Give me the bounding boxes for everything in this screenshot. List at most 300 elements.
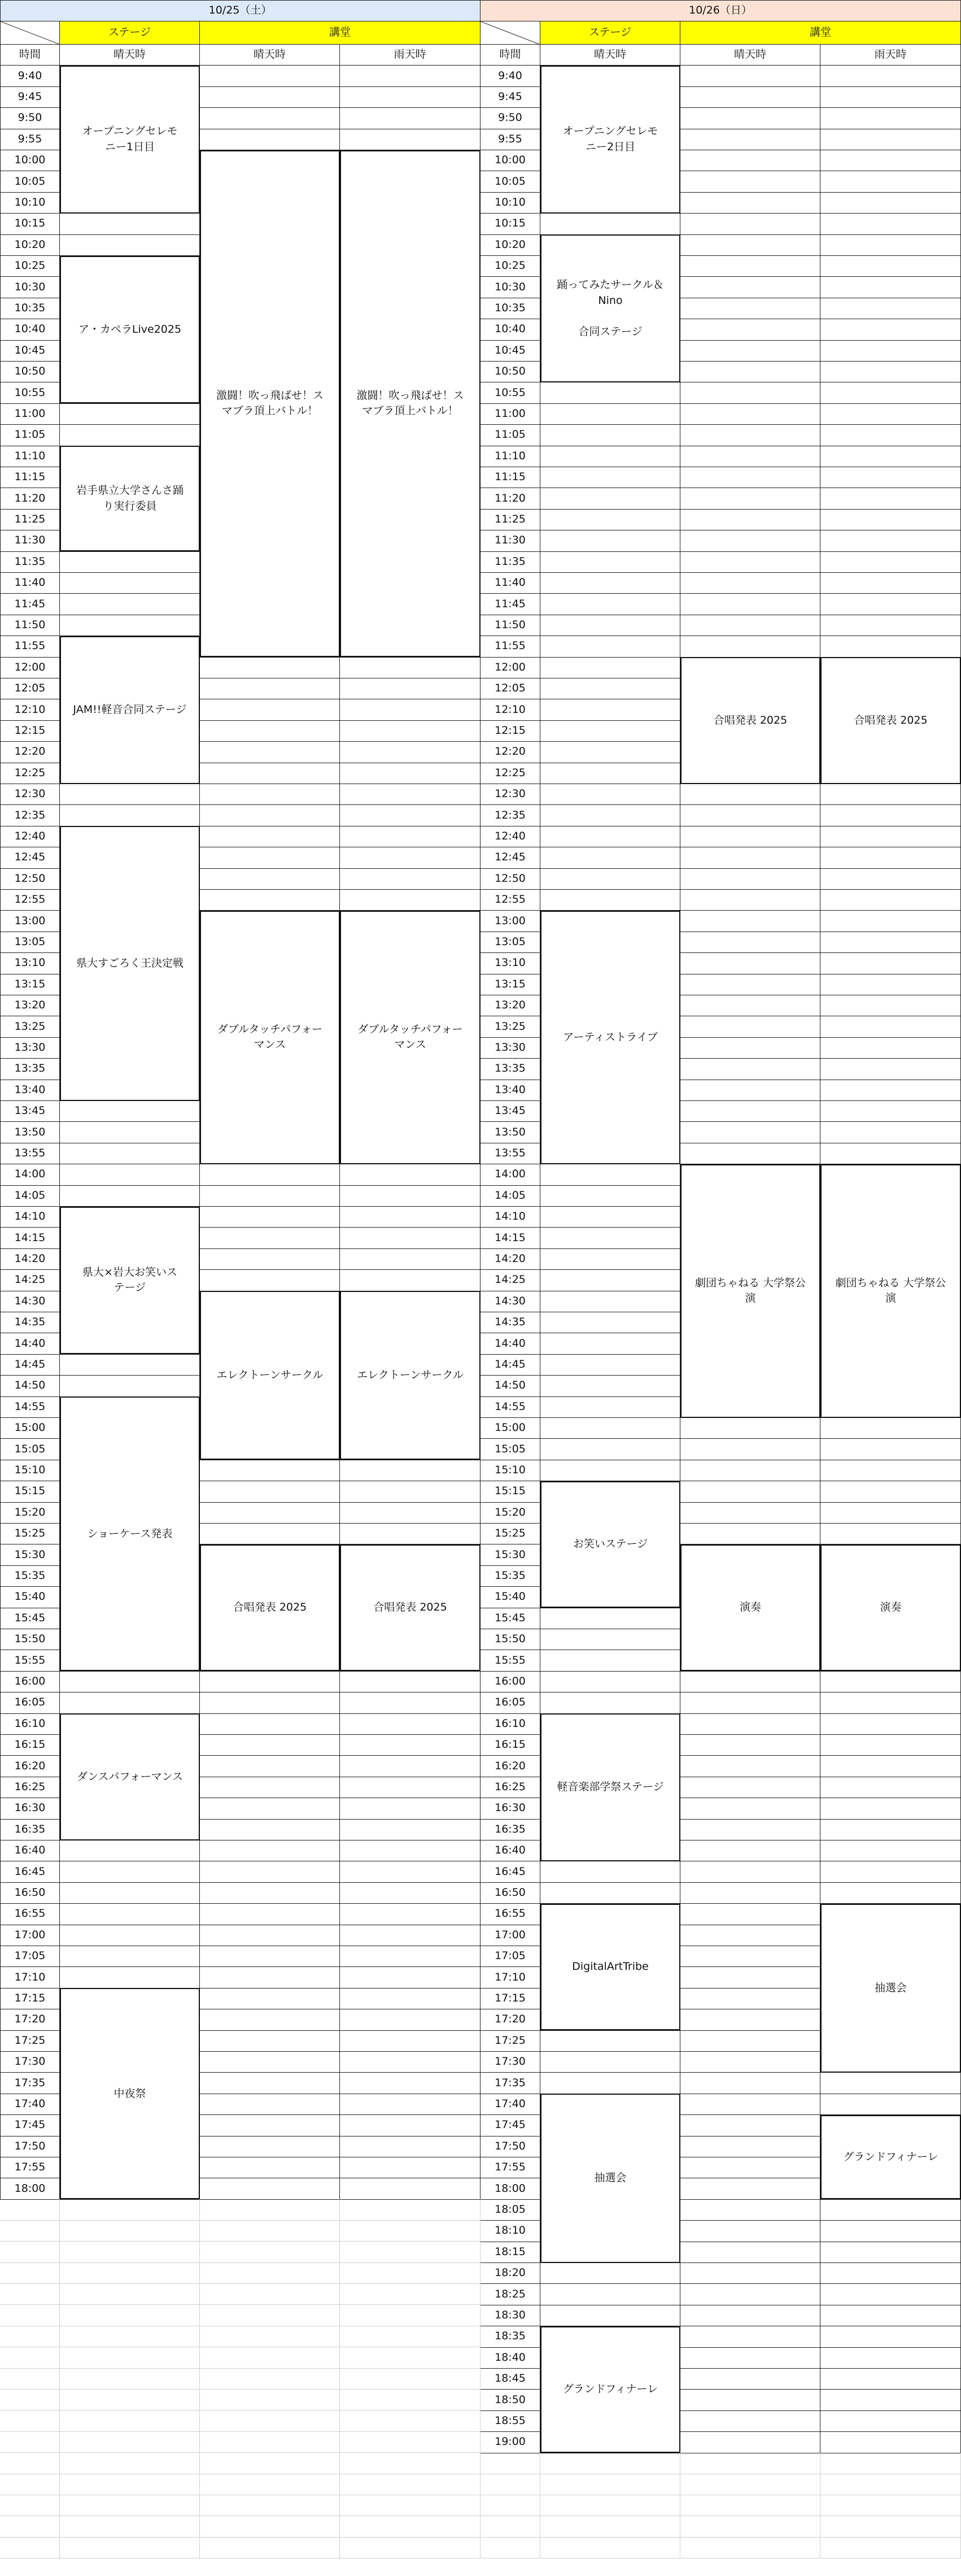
- empty-slot: [340, 1756, 481, 1777]
- empty-slot: [540, 573, 680, 594]
- day2-hall-rain-label: 雨天時: [820, 45, 961, 66]
- time-cell: 15:05: [481, 1439, 540, 1460]
- time-cell: 11:00: [0, 403, 60, 425]
- empty-slot: [60, 1185, 200, 1207]
- empty-slot: [340, 66, 481, 87]
- time-cell: 17:20: [0, 2009, 60, 2031]
- empty-slot: [200, 1713, 340, 1735]
- time-cell: 13:10: [481, 953, 540, 974]
- event-block: オープニングセレモ ニー2日目: [540, 66, 680, 214]
- blank-grid-cell: [200, 2284, 340, 2305]
- blank-grid-cell: [200, 2242, 340, 2262]
- time-cell: 13:25: [0, 1016, 60, 1038]
- empty-slot: [340, 1228, 481, 1249]
- blank-grid-cell: [200, 2474, 340, 2495]
- empty-slot: [680, 150, 820, 172]
- empty-slot: [820, 1502, 961, 1524]
- time-cell: 10:35: [481, 298, 540, 319]
- time-cell: 11:55: [0, 636, 60, 658]
- empty-slot: [200, 2052, 340, 2073]
- day1-hall-header: 講堂: [200, 21, 481, 45]
- empty-slot: [540, 1207, 680, 1228]
- empty-slot: [340, 805, 481, 826]
- event-block: 県大すごろく王決定戦: [60, 826, 200, 1100]
- time-cell: 9:55: [481, 129, 540, 150]
- event-block: 激闘！吹っ飛ばせ！ス マブラ頂上バトル！: [200, 150, 340, 658]
- time-cell: 14:05: [481, 1185, 540, 1207]
- empty-slot: [680, 86, 820, 108]
- time-cell: 12:30: [481, 784, 540, 806]
- event-block: アーティストライブ: [540, 911, 680, 1164]
- blank-grid-cell: [340, 2284, 481, 2305]
- empty-slot: [200, 1164, 340, 1186]
- event-block: ダブルタッチパフォー マンス: [340, 911, 481, 1164]
- empty-slot: [540, 551, 680, 573]
- time-cell: 12:35: [0, 805, 60, 826]
- blank-grid-cell: [340, 2453, 481, 2474]
- blank-grid-cell: [680, 2516, 820, 2537]
- blank-grid-cell: [60, 2453, 200, 2474]
- time-cell: 11:20: [0, 488, 60, 510]
- empty-slot: [820, 2326, 961, 2348]
- time-cell: 13:50: [481, 1122, 540, 1143]
- time-cell: 16:30: [0, 1798, 60, 1820]
- empty-slot: [200, 1819, 340, 1840]
- empty-slot: [200, 2094, 340, 2115]
- time-cell: 12:40: [0, 826, 60, 847]
- event-block: エレクトーンサークル: [200, 1291, 340, 1460]
- time-cell: 15:20: [0, 1502, 60, 1524]
- time-cell: 13:20: [0, 995, 60, 1017]
- time-cell: 16:35: [0, 1819, 60, 1840]
- empty-slot: [60, 1376, 200, 1397]
- time-cell: 18:10: [481, 2221, 540, 2242]
- empty-slot: [60, 1143, 200, 1164]
- time-cell: 17:05: [481, 1946, 540, 1968]
- empty-slot: [680, 1143, 820, 1164]
- empty-slot: [820, 403, 961, 425]
- empty-slot: [200, 699, 340, 721]
- empty-slot: [540, 1248, 680, 1270]
- time-cell: 16:15: [481, 1735, 540, 1756]
- blank-grid-cell: [481, 2474, 540, 2495]
- blank-grid-cell: [200, 2495, 340, 2516]
- time-cell: 11:45: [481, 594, 540, 615]
- empty-slot: [820, 1439, 961, 1460]
- empty-slot: [680, 403, 820, 425]
- time-cell: 14:05: [0, 1185, 60, 1207]
- time-cell: 13:55: [481, 1143, 540, 1164]
- empty-slot: [680, 805, 820, 826]
- time-cell: 12:10: [481, 699, 540, 721]
- time-cell: 16:25: [481, 1777, 540, 1798]
- time-cell: 12:55: [481, 890, 540, 911]
- blank-grid-cell: [340, 2474, 481, 2495]
- time-cell: 18:50: [481, 2390, 540, 2411]
- empty-slot: [680, 847, 820, 869]
- empty-slot: [680, 2390, 820, 2411]
- time-cell: 18:35: [481, 2326, 540, 2348]
- empty-slot: [680, 1481, 820, 1503]
- time-cell: 14:55: [481, 1396, 540, 1418]
- empty-slot: [820, 2073, 961, 2094]
- time-cell: 12:30: [0, 784, 60, 806]
- blank-grid-cell: [0, 2516, 60, 2537]
- blank-grid-cell: [60, 2432, 200, 2453]
- empty-slot: [340, 678, 481, 700]
- empty-slot: [820, 362, 961, 383]
- empty-slot: [540, 742, 680, 763]
- empty-slot: [540, 2073, 680, 2094]
- time-cell: 10:25: [0, 256, 60, 277]
- time-cell: 15:30: [481, 1544, 540, 1566]
- time-cell: 10:15: [0, 214, 60, 235]
- empty-slot: [820, 2094, 961, 2115]
- empty-slot: [820, 214, 961, 235]
- time-cell: 13:50: [0, 1122, 60, 1143]
- empty-slot: [680, 1735, 820, 1756]
- empty-slot: [820, 1080, 961, 1101]
- time-cell: 11:50: [481, 615, 540, 636]
- empty-slot: [200, 1735, 340, 1756]
- time-cell: 11:05: [0, 425, 60, 446]
- empty-slot: [680, 1819, 820, 1840]
- empty-slot: [680, 1502, 820, 1524]
- blank-grid-cell: [60, 2516, 200, 2537]
- empty-slot: [680, 2284, 820, 2305]
- blank-grid-cell: [340, 2369, 481, 2390]
- empty-slot: [340, 1185, 481, 1207]
- empty-slot: [820, 1861, 961, 1883]
- time-cell: 12:05: [0, 678, 60, 700]
- time-cell: 14:35: [0, 1312, 60, 1334]
- empty-slot: [540, 2284, 680, 2305]
- empty-slot: [820, 784, 961, 806]
- empty-slot: [820, 234, 961, 256]
- empty-slot: [680, 2305, 820, 2326]
- empty-slot: [540, 1671, 680, 1692]
- time-cell: 15:45: [481, 1608, 540, 1629]
- empty-slot: [680, 2199, 820, 2221]
- empty-slot: [680, 171, 820, 193]
- empty-slot: [820, 108, 961, 129]
- time-cell: 10:15: [481, 214, 540, 235]
- empty-slot: [680, 530, 820, 552]
- event-block: 抽選会: [820, 1904, 961, 2073]
- time-cell: 16:20: [0, 1756, 60, 1777]
- empty-slot: [60, 573, 200, 594]
- empty-slot: [340, 86, 481, 108]
- blank-grid-cell: [60, 2495, 200, 2516]
- empty-slot: [540, 826, 680, 847]
- empty-slot: [680, 1101, 820, 1122]
- empty-slot: [680, 319, 820, 341]
- empty-slot: [540, 509, 680, 530]
- blank-grid-cell: [60, 2242, 200, 2262]
- empty-slot: [540, 1692, 680, 1714]
- time-cell: 13:00: [481, 911, 540, 932]
- empty-slot: [540, 1460, 680, 1481]
- empty-slot: [200, 1502, 340, 1524]
- time-cell: 16:55: [481, 1904, 540, 1925]
- event-block: 合唱発表 2025: [200, 1544, 340, 1671]
- empty-slot: [540, 847, 680, 869]
- empty-slot: [340, 784, 481, 806]
- empty-slot: [200, 826, 340, 847]
- time-cell: 15:15: [0, 1481, 60, 1503]
- event-block: 合唱発表 2025: [820, 657, 961, 784]
- time-cell: 16:25: [0, 1777, 60, 1798]
- time-cell: 11:35: [0, 551, 60, 573]
- empty-slot: [340, 1819, 481, 1840]
- empty-slot: [680, 2157, 820, 2179]
- empty-slot: [200, 2009, 340, 2031]
- time-cell: 17:15: [481, 1988, 540, 2009]
- blank-grid-cell: [0, 2538, 60, 2558]
- day1-date-header: 10/25（土）: [0, 0, 481, 21]
- time-cell: 10:45: [0, 340, 60, 362]
- day1-stage-header: ステージ: [60, 21, 200, 45]
- empty-slot: [540, 1291, 680, 1312]
- empty-slot: [200, 1481, 340, 1503]
- day2-stage-header: ステージ: [540, 21, 680, 45]
- time-cell: 14:15: [481, 1228, 540, 1249]
- blank-grid-cell: [200, 2453, 340, 2474]
- empty-slot: [820, 1798, 961, 1820]
- time-cell: 17:55: [481, 2157, 540, 2179]
- empty-slot: [680, 2073, 820, 2094]
- empty-slot: [540, 1312, 680, 1334]
- blank-grid-cell: [481, 2495, 540, 2516]
- empty-slot: [200, 1671, 340, 1692]
- empty-slot: [820, 2305, 961, 2326]
- empty-slot: [540, 784, 680, 806]
- empty-slot: [540, 1861, 680, 1883]
- empty-slot: [340, 699, 481, 721]
- time-cell: 12:15: [0, 720, 60, 742]
- time-cell: 16:45: [0, 1861, 60, 1883]
- empty-slot: [200, 1861, 340, 1883]
- empty-slot: [820, 2390, 961, 2411]
- empty-slot: [200, 1692, 340, 1714]
- time-cell: 12:55: [0, 890, 60, 911]
- blank-grid-cell: [820, 2474, 961, 2495]
- blank-grid-cell: [340, 2326, 481, 2347]
- empty-slot: [680, 911, 820, 932]
- empty-slot: [200, 1777, 340, 1798]
- blank-grid-cell: [0, 2495, 60, 2516]
- empty-slot: [200, 1756, 340, 1777]
- time-cell: 15:00: [481, 1418, 540, 1439]
- blank-grid-cell: [0, 2432, 60, 2453]
- empty-slot: [540, 594, 680, 615]
- blank-grid-cell: [60, 2221, 200, 2242]
- empty-slot: [680, 108, 820, 129]
- time-cell: 11:25: [0, 509, 60, 530]
- empty-slot: [540, 1228, 680, 1249]
- empty-slot: [820, 1122, 961, 1143]
- empty-slot: [540, 1164, 680, 1186]
- empty-slot: [680, 868, 820, 890]
- empty-slot: [680, 2115, 820, 2136]
- empty-slot: [820, 488, 961, 510]
- empty-slot: [680, 932, 820, 953]
- empty-slot: [200, 805, 340, 826]
- empty-slot: [820, 826, 961, 847]
- blank-grid-cell: [0, 2284, 60, 2305]
- empty-slot: [340, 1671, 481, 1692]
- day1-hall-rain-label: 雨天時: [340, 45, 481, 66]
- empty-slot: [200, 1524, 340, 1545]
- empty-slot: [680, 1946, 820, 1968]
- event-block: 県大×岩大お笑いス テージ: [60, 1207, 200, 1355]
- time-cell: 10:10: [481, 192, 540, 214]
- empty-slot: [820, 847, 961, 869]
- time-cell: 17:20: [481, 2009, 540, 2031]
- empty-slot: [680, 2242, 820, 2263]
- empty-slot: [680, 784, 820, 806]
- time-cell: 17:15: [0, 1988, 60, 2009]
- empty-slot: [820, 1713, 961, 1735]
- empty-slot: [200, 678, 340, 700]
- blank-grid-cell: [200, 2347, 340, 2368]
- time-cell: 15:35: [481, 1565, 540, 1587]
- empty-slot: [200, 2030, 340, 2052]
- empty-slot: [820, 2284, 961, 2305]
- empty-slot: [340, 1861, 481, 1883]
- empty-slot: [340, 1798, 481, 1820]
- empty-slot: [820, 1016, 961, 1038]
- empty-slot: [820, 1460, 961, 1481]
- blank-grid-cell: [340, 2263, 481, 2284]
- empty-slot: [680, 2432, 820, 2453]
- empty-slot: [820, 805, 961, 826]
- time-cell: 11:55: [481, 636, 540, 658]
- empty-slot: [60, 1671, 200, 1692]
- time-cell: 14:55: [0, 1396, 60, 1418]
- empty-slot: [540, 805, 680, 826]
- time-cell: 12:20: [0, 742, 60, 763]
- empty-slot: [680, 1904, 820, 1925]
- time-cell: 17:10: [481, 1967, 540, 1988]
- blank-grid-cell: [0, 2242, 60, 2262]
- empty-slot: [680, 234, 820, 256]
- time-cell: 17:25: [481, 2030, 540, 2052]
- empty-slot: [820, 1840, 961, 1862]
- empty-slot: [540, 2052, 680, 2073]
- empty-slot: [540, 657, 680, 678]
- time-cell: 15:40: [0, 1587, 60, 1608]
- blank-grid-cell: [200, 2199, 340, 2220]
- time-cell: 14:40: [0, 1333, 60, 1355]
- empty-slot: [680, 551, 820, 573]
- blank-grid-cell: [200, 2410, 340, 2431]
- empty-slot: [680, 2094, 820, 2115]
- blank-grid-cell: [680, 2495, 820, 2516]
- empty-slot: [820, 1671, 961, 1692]
- time-cell: 13:30: [0, 1037, 60, 1059]
- empty-slot: [540, 1629, 680, 1651]
- empty-slot: [680, 573, 820, 594]
- blank-grid-cell: [340, 2516, 481, 2537]
- time-cell: 10:10: [0, 192, 60, 214]
- time-cell: 17:55: [0, 2157, 60, 2179]
- time-cell: 12:45: [0, 847, 60, 869]
- blank-grid-cell: [540, 2516, 680, 2537]
- blank-grid-cell: [200, 2221, 340, 2242]
- empty-slot: [340, 1925, 481, 1946]
- time-cell: 10:50: [0, 362, 60, 383]
- empty-slot: [540, 890, 680, 911]
- time-cell: 12:00: [0, 657, 60, 678]
- blank-grid-cell: [200, 2326, 340, 2347]
- empty-slot: [680, 1798, 820, 1820]
- day2-stage-fair-label: 晴天時: [540, 45, 680, 66]
- empty-slot: [820, 1756, 961, 1777]
- time-cell: 13:15: [0, 974, 60, 995]
- empty-slot: [340, 868, 481, 890]
- time-cell: 17:50: [0, 2136, 60, 2157]
- event-block: 抽選会: [540, 2094, 680, 2262]
- time-cell: 17:05: [0, 1946, 60, 1968]
- empty-slot: [680, 1037, 820, 1059]
- empty-slot: [540, 615, 680, 636]
- empty-slot: [200, 1904, 340, 1925]
- time-cell: 12:45: [481, 847, 540, 869]
- time-cell: 13:05: [481, 932, 540, 953]
- empty-slot: [340, 1481, 481, 1503]
- empty-slot: [200, 1270, 340, 1291]
- empty-slot: [820, 2369, 961, 2390]
- time-cell: 17:45: [481, 2115, 540, 2136]
- empty-slot: [820, 530, 961, 552]
- empty-slot: [680, 2136, 820, 2157]
- time-cell: 15:25: [0, 1524, 60, 1545]
- empty-slot: [680, 1418, 820, 1439]
- blank-grid-cell: [820, 2453, 961, 2474]
- time-cell: 18:30: [481, 2305, 540, 2326]
- event-block: 軽音楽部学祭ステージ: [540, 1713, 680, 1861]
- empty-slot: [200, 1988, 340, 2009]
- empty-slot: [680, 1756, 820, 1777]
- empty-slot: [340, 1207, 481, 1228]
- empty-slot: [200, 890, 340, 911]
- empty-slot: [340, 2136, 481, 2157]
- empty-slot: [540, 1418, 680, 1439]
- blank-grid-cell: [0, 2305, 60, 2326]
- empty-slot: [820, 277, 961, 298]
- time-cell: 14:30: [0, 1291, 60, 1312]
- empty-slot: [340, 1692, 481, 1714]
- empty-slot: [820, 298, 961, 319]
- empty-slot: [200, 742, 340, 763]
- day2-diagonal-cell: [481, 21, 540, 45]
- empty-slot: [340, 1904, 481, 1925]
- time-cell: 14:20: [0, 1248, 60, 1270]
- empty-slot: [820, 382, 961, 404]
- empty-slot: [680, 1777, 820, 1798]
- empty-slot: [680, 2178, 820, 2200]
- empty-slot: [680, 214, 820, 235]
- blank-grid-cell: [0, 2390, 60, 2410]
- time-cell: 10:45: [481, 340, 540, 362]
- empty-slot: [680, 1080, 820, 1101]
- empty-slot: [340, 2094, 481, 2115]
- blank-grid-cell: [0, 2347, 60, 2368]
- empty-slot: [820, 446, 961, 467]
- empty-slot: [820, 995, 961, 1017]
- empty-slot: [60, 1840, 200, 1862]
